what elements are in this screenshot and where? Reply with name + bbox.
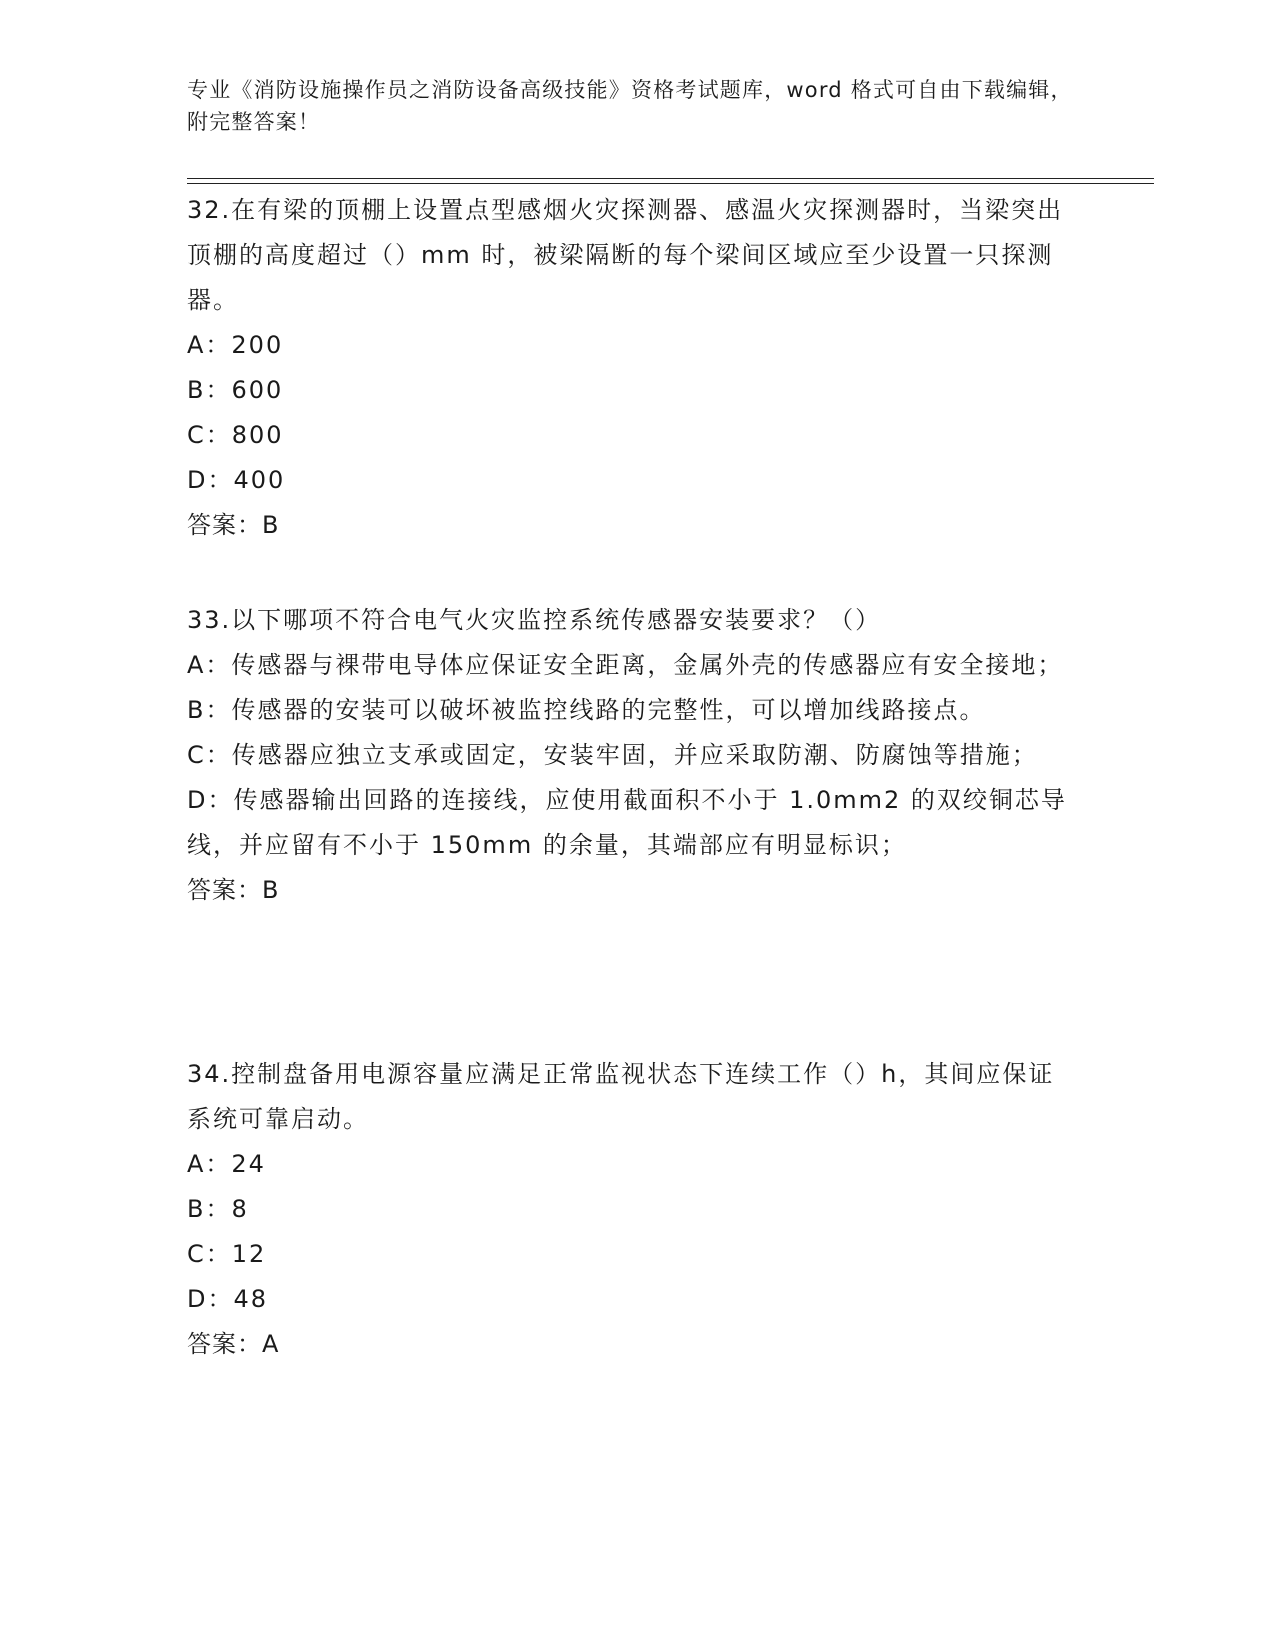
answer-line: 答案：B <box>187 511 280 539</box>
header-divider-bottom <box>187 183 1154 184</box>
option-b: B：8 <box>187 1195 249 1223</box>
question-stem: 32.在有梁的顶棚上设置点型感烟火灾探测器、感温火灾探测器时，当梁突出顶棚的高度超过（）mm 时，被梁隔断的每个梁间区域应至少设置一只探测器。 <box>187 196 1064 314</box>
header-divider-top <box>187 178 1154 179</box>
option-c: C：12 <box>187 1240 267 1268</box>
option-a: A：传感器与裸带电导体应保证安全距离，金属外壳的传感器应有安全接地； <box>187 651 1064 679</box>
option-b: B：传感器的安装可以破坏被监控线路的完整性，可以增加线路接点。 <box>187 696 986 724</box>
answer-line: 答案：B <box>187 876 280 904</box>
option-d: D：传感器输出回路的连接线，应使用截面积不小于 1.0mm2 的双绞铜芯导线，并应留有不小于 150mm 的余量，其端部应有明显标识； <box>187 786 1067 859</box>
option-b: B：600 <box>187 376 284 404</box>
option-a: A：200 <box>187 331 284 359</box>
question-stem: 34.控制盘备用电源容量应满足正常监视状态下连续工作（）h，其间应保证系统可靠启动。 <box>187 1060 1055 1133</box>
question-32 <box>187 188 1077 548</box>
document-header: 专业《消防设施操作员之消防设备高级技能》资格考试题库，word 格式可自由下载编辑，附完整答案！ <box>187 78 1073 134</box>
question-34 <box>187 1052 1077 1367</box>
question-33 <box>187 598 1077 913</box>
answer-line: 答案：A <box>187 1330 280 1358</box>
option-d: D：400 <box>187 466 286 494</box>
option-a: A：24 <box>187 1150 266 1178</box>
option-c: C：传感器应独立支承或固定，安装牢固，并应采取防潮、防腐蚀等措施； <box>187 741 1038 769</box>
question-stem: 33.以下哪项不符合电气火灾监控系统传感器安装要求？（） <box>187 606 882 634</box>
option-d: D：48 <box>187 1285 269 1313</box>
option-c: C：800 <box>187 421 284 449</box>
